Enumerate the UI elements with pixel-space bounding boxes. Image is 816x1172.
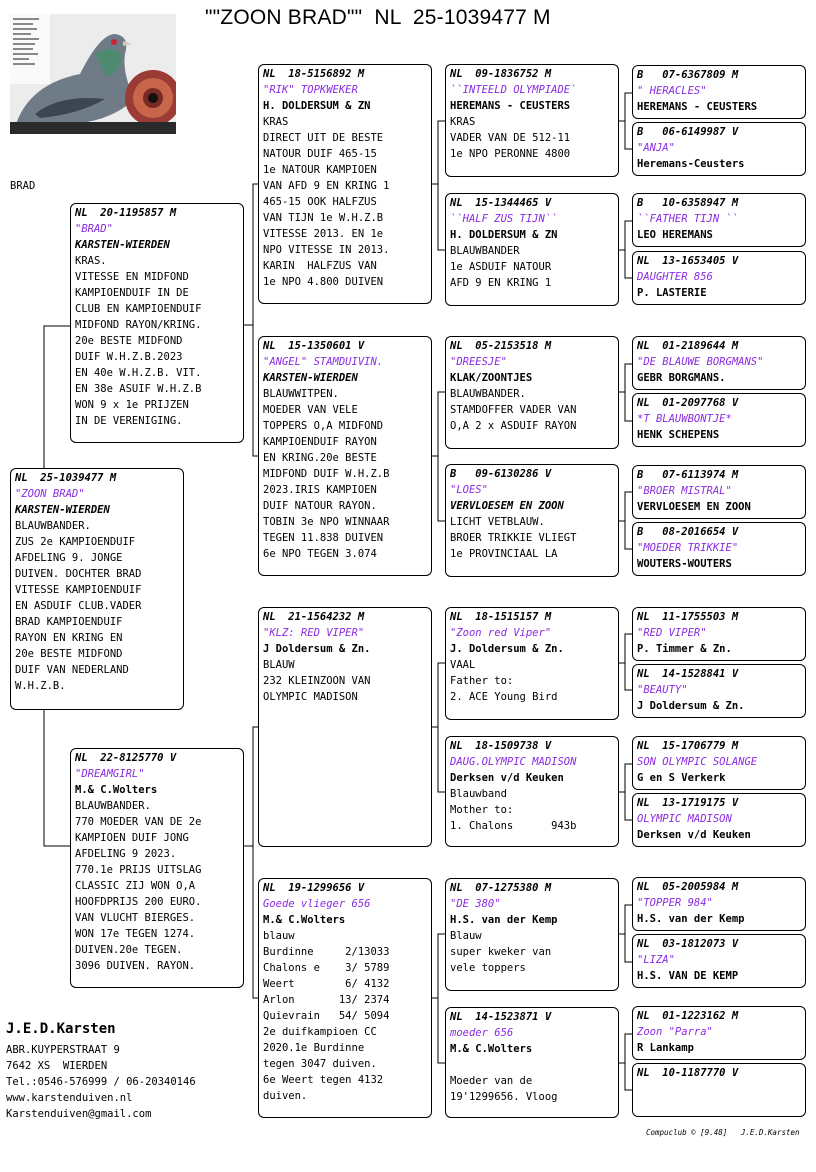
description-line: DUIVEN. DOCHTER BRAD [15,568,142,580]
pigeon-name: "LIZA" [637,954,675,966]
description-line: 20e BESTE MIDFOND [75,335,183,347]
pigeon-name: DAUG.OLYMPIC MADISON [450,756,577,768]
pedigree-card-gen4-7 [632,465,806,519]
description-line: IN DE VERENIGING. [75,415,183,427]
description-line: KARIN HALFZUS VAN [263,260,377,272]
pedigree-card-gen3-4 [445,464,619,577]
description-line: 1e NPO 4.800 DUIVEN [263,276,384,288]
owner-name: LEO HEREMANS [637,229,713,241]
breeder-phone: Tel.:0546-576999 / 06-20340146 [6,1076,196,1088]
pigeon-name: "ANGEL" STAMDUIVIN. [263,356,384,368]
ring-number: NL 21-1564232 M [263,611,365,623]
owner-name: Derksen v/d Keuken [637,829,751,841]
ring-number: NL 20-1195857 M [75,207,177,219]
description-line: VAN AFD 9 EN KRING 1 [263,180,390,192]
description-line: TOBIN 3e NPO WINNAAR [263,516,390,528]
owner-name: Derksen v/d Keuken [450,772,564,784]
pedigree-card-gen4-11 [632,736,806,790]
description-line: TOPPERS O,A MIDFOND [263,420,384,432]
description-line: CLASSIC ZIJ WON O,A [75,880,196,892]
description-line: 1e ASDUIF NATOUR [450,261,552,273]
ring-number: NL 14-1528841 V [637,668,739,680]
pedigree-card-gen4-16 [632,1063,806,1117]
ring-number: NL 14-1523871 V [450,1011,552,1023]
description-line: Moeder van de [450,1075,533,1087]
description-line: 1. Chalons 943b [450,820,577,832]
description-line: 1e PROVINCIAAL LA [450,548,558,560]
description-line: KAMPIOENDUIF RAYON [263,436,377,448]
owner-name: Heremans-Ceusters [637,158,745,170]
description-line: 2020.1e Burdinne [263,1042,365,1054]
owner-name: H. DOLDERSUM & ZN [263,100,371,112]
description-line: 770.1e PRIJS UITSLAG [75,864,202,876]
description-line [450,1057,614,1073]
description-line: 20e BESTE MIDFOND [15,648,123,660]
description-line: vele toppers [450,962,526,974]
pedigree-card-gen4-13 [632,877,806,931]
description-line: Chalons e 3/ 5789 [263,962,390,974]
page-title: ""ZOON BRAD"" NL 25-1039477 M [205,6,551,29]
description-line: Blauw [450,930,482,942]
pigeon-name: "MOEDER TRIKKIE" [637,542,739,554]
ring-number: NL 07-1275380 M [450,882,552,894]
pigeon-name: ``INTEELD OLYMPIADE` [450,84,577,96]
pedigree-card-gen4-2 [632,122,806,176]
pigeon-name: OLYMPIC MADISON [637,813,732,825]
description-line: STAMDOFFER VADER VAN [450,404,577,416]
description-line: 2e duifkampioen CC [263,1026,377,1038]
pedigree-card-gen4-3 [632,193,806,247]
pigeon-name: "DREESJE" [450,356,507,368]
pigeon-name: DAUGHTER 856 [637,271,713,283]
description-line: 465-15 OOK HALFZUS [263,196,377,208]
pedigree-card-gen4-5 [632,336,806,390]
ring-number: B 06-6149987 V [637,126,739,138]
pedigree-card-gen2-4 [258,878,432,1118]
description-line: NATOUR DUIF 465-15 [263,148,377,160]
pedigree-card-gen3-5 [445,607,619,720]
pigeon-name: "Zoon red Viper" [450,627,552,639]
pedigree-card-gen4-4 [632,251,806,305]
description-line: AFDELING 9. JONGE [15,552,123,564]
description-line: BLAUWBANDER. [75,800,151,812]
description-line: DIRECT UIT DE BESTE [263,132,384,144]
description-line: EN 38e ASUIF W.H.Z.B [75,383,202,395]
description-line: BLAUWBANDER [450,245,520,257]
ring-number: NL 13-1719175 V [637,797,739,809]
owner-name: P. LASTERIE [637,287,707,299]
pedigree-card-dam [70,748,244,988]
description-line: KRAS. [75,255,107,267]
ring-number: NL 01-2189644 M [637,340,739,352]
description-line: MOEDER VAN VELE [263,404,358,416]
description-line: 1e NATOUR KAMPIOEN [263,164,377,176]
description-line: DUIVEN.20e TEGEN. [75,944,183,956]
description-line: MIDFOND DUIF W.H.Z.B [263,468,390,480]
pigeon-name: "BROER MISTRAL" [637,485,732,497]
description-line: VAN VLUCHT BIERGES. [75,912,196,924]
pedigree-card-gen4-6 [632,393,806,447]
description-line: EN 40e W.H.Z.B. VIT. [75,367,202,379]
owner-name: M.& C.Wolters [263,914,346,926]
ring-number: NL 18-5156892 M [263,68,365,80]
description-line: MIDFOND RAYON/KRING. [75,319,202,331]
pigeon-name: " HERACLES" [637,85,707,97]
description-line: Weert 6/ 4132 [263,978,390,990]
description-line: BLAUWBANDER. [450,388,526,400]
description-line: WON 9 x 1e PRIJZEN [75,399,189,411]
description-line: 2023.IRIS KAMPIOEN [263,484,377,496]
description-line: Arlon 13/ 2374 [263,994,390,1006]
description-line: TEGEN 11.838 DUIVEN [263,532,384,544]
breeder-city: 7642 XS WIERDEN [6,1060,108,1072]
description-line: NPO VITESSE IN 2013. [263,244,390,256]
owner-name: H.S. van der Kemp [637,913,745,925]
description-line: Blauwband [450,788,507,800]
owner-name: J Doldersum & Zn. [637,700,745,712]
ring-number: NL 25-1039477 M [15,472,117,484]
software-credit: Compuclub © [9.48] J.E.D.Karsten [646,1128,800,1137]
pedigree-card-gen4-12 [632,793,806,847]
pigeon-name: "DREAMGIRL" [75,768,145,780]
pedigree-card-subject [10,468,184,710]
description-line: Quievrain 54/ 5094 [263,1010,390,1022]
owner-name: M.& C.Wolters [450,1043,533,1055]
pedigree-card-gen3-8 [445,1007,619,1118]
owner-name: HENK SCHEPENS [637,429,720,441]
owner-name: KARSTEN-WIERDEN [263,372,358,384]
ring-number: NL 09-1836752 M [450,68,552,80]
owner-name: J Doldersum & Zn. [263,643,371,655]
pedigree-card-gen4-10 [632,664,806,718]
description-line: BLAUW [263,659,295,671]
description-line: 232 KLEINZOON VAN [263,675,371,687]
description-line: KAMPIOEN DUIF JONG [75,832,189,844]
pigeon-name: "DE 380" [450,898,501,910]
owner-name: VERVLOESEM EN ZOON [637,501,751,513]
description-line: DUIF W.H.Z.B.2023 [75,351,183,363]
ring-number: NL 10-1187770 V [637,1067,739,1079]
pigeon-name: Zoon "Parra" [637,1026,713,1038]
description-line: 3096 DUIVEN. RAYON. [75,960,196,972]
description-line: BLAUWBANDER. [15,520,91,532]
description-line: DUIF NATOUR RAYON. [263,500,377,512]
ring-number: NL 15-1350601 V [263,340,365,352]
description-line: W.H.Z.B. [15,680,66,692]
description-line: super kweker van [450,946,552,958]
ring-number: NL 18-1509738 V [450,740,552,752]
owner-name: HEREMANS - CEUSTERS [450,100,571,112]
description-line: EN KRING.20e BESTE [263,452,377,464]
description-line: 6e Weert tegen 4132 [263,1074,384,1086]
description-line: CLUB EN KAMPIOENDUIF [75,303,202,315]
description-line: ZUS 2e KAMPIOENDUIF [15,536,136,548]
ring-number: B 09-6130286 V [450,468,552,480]
description-line: 1e NPO PERONNE 4800 [450,148,571,160]
ring-number: B 07-6113974 M [637,469,739,481]
owner-name: P. Timmer & Zn. [637,643,732,655]
ring-number: NL 15-1344465 V [450,197,552,209]
pedigree-card-gen4-1 [632,65,806,119]
description-line: VADER VAN DE 512-11 [450,132,571,144]
description-line: 6e NPO TEGEN 3.074 [263,548,377,560]
owner-name: J. Doldersum & Zn. [450,643,564,655]
pedigree-card-gen3-2 [445,193,619,306]
pigeon-name: moeder 656 [450,1027,514,1039]
ring-number: B 10-6358947 M [637,197,739,209]
breeder-name: J.E.D.Karsten [6,1021,116,1037]
description-line: BRAD KAMPIOENDUIF [15,616,123,628]
description-line: KRAS [450,116,476,128]
ring-number: NL 01-2097768 V [637,397,739,409]
pedigree-card-gen4-15 [632,1006,806,1060]
description-line: Mother to: [450,804,514,816]
owner-name: KLAK/ZOONTJES [450,372,533,384]
description-line: LICHT VETBLAUW. [450,516,545,528]
owner-name: R Lankamp [637,1042,694,1054]
description-line: Father to: [450,675,514,687]
ring-number: NL 13-1653405 V [637,255,739,267]
description-line: RAYON EN KRING EN [15,632,123,644]
description-line: VITESSE KAMPIOENDUIF [15,584,142,596]
pigeon-name: "ANJA" [637,142,675,154]
ring-number: B 08-2016654 V [637,526,739,538]
ring-number: NL 18-1515157 M [450,611,552,623]
brad-label: BRAD [10,180,36,192]
pedigree-card-gen3-3 [445,336,619,449]
pedigree-card-gen2-2 [258,336,432,576]
pedigree-card-gen4-14 [632,934,806,988]
owner-name: G en S Verkerk [637,772,726,784]
pigeon-name: "BEAUTY" [637,684,688,696]
ring-number: NL 15-1706779 M [637,740,739,752]
pigeon-name: "ZOON BRAD" [15,488,85,500]
breeder-website: www.karstenduiven.nl [6,1092,133,1104]
pigeon-name: ``FATHER TIJN `` [637,213,739,225]
ring-number: NL 05-2005984 M [637,881,739,893]
pigeon-name: "RIK" TOPKWEKER [263,84,358,96]
description-line: tegen 3047 duiven. [263,1058,377,1070]
ring-number: NL 05-2153518 M [450,340,552,352]
description-line: EN ASDUIF CLUB.VADER [15,600,142,612]
owner-name: KARSTEN-WIERDEN [75,239,170,251]
pedigree-card-gen3-6 [445,736,619,847]
owner-name: WOUTERS-WOUTERS [637,558,732,570]
breeder-email: Karstenduiven@gmail.com [6,1108,152,1120]
pigeon-name: "RED VIPER" [637,627,707,639]
description-line: VITESSE EN MIDFOND [75,271,189,283]
description-line: O,A 2 x ASDUIF RAYON [450,420,577,432]
description-line: VAAL [450,659,476,671]
description-line: AFD 9 EN KRING 1 [450,277,552,289]
description-line: HOOFDPRIJS 200 EURO. [75,896,202,908]
pigeon-name: "BRAD" [75,223,113,235]
pigeon-name: Goede vlieger 656 [263,898,371,910]
pedigree-card-gen4-9 [632,607,806,661]
ring-number: NL 01-1223162 M [637,1010,739,1022]
description-line: 770 MOEDER VAN DE 2e [75,816,202,828]
description-line: blauw [263,930,295,942]
owner-name: HEREMANS - CEUSTERS [637,101,758,113]
pigeon-name: "TOPPER 984" [637,897,713,909]
description-line: duiven. [263,1090,308,1102]
ring-number: B 07-6367809 M [637,69,739,81]
ring-number: NL 22-8125770 V [75,752,177,764]
ring-number: NL 19-1299656 V [263,882,365,894]
owner-name: KARSTEN-WIERDEN [15,504,110,516]
description-line: VITESSE 2013. EN 1e [263,228,384,240]
pigeon-name: SON OLYMPIC SOLANGE [637,756,758,768]
pedigree-card-gen3-7 [445,878,619,991]
description-line: KRAS [263,116,289,128]
pigeon-name: "DE BLAUWE BORGMANS" [637,356,764,368]
owner-name: M.& C.Wolters [75,784,158,796]
description-line: OLYMPIC MADISON [263,691,358,703]
description-line: KAMPIOENDUIF IN DE [75,287,189,299]
owner-name: H.S. van der Kemp [450,914,558,926]
description-line: WON 17e TEGEN 1274. [75,928,196,940]
pedigree-card-sire [70,203,244,443]
description-line: 19'1299656. Vloog [450,1091,558,1103]
description-line: Burdinne 2/13033 [263,946,390,958]
description-line: DUIF VAN NEDERLAND [15,664,129,676]
pigeon-name: ``HALF ZUS TIJN`` [450,213,558,225]
pedigree-card-gen2-1 [258,64,432,304]
description-line: BLAUWWITPEN. [263,388,339,400]
description-line: AFDELING 9 2023. [75,848,177,860]
pigeon-name: "LOES" [450,484,488,496]
description-line: 2. ACE Young Bird [450,691,558,703]
pedigree-card-gen3-1 [445,64,619,177]
pedigree-card-gen2-3 [258,607,432,847]
ring-number: NL 03-1812073 V [637,938,739,950]
description-line: BROER TRIKKIE VLIEGT [450,532,577,544]
pedigree-card-gen4-8 [632,522,806,576]
ring-number: NL 11-1755503 M [637,611,739,623]
description-line: VAN TIJN 1e W.H.Z.B [263,212,384,224]
owner-name: GEBR BORGMANS. [637,372,726,384]
pigeon-name: "KLZ: RED VIPER" [263,627,365,639]
owner-name: H. DOLDERSUM & ZN [450,229,558,241]
breeder-contact [6,1018,196,1122]
owner-name: H.S. VAN DE KEMP [637,970,739,982]
pigeon-name: *T BLAUWBONTJE* [637,413,732,425]
owner-name: VERVLOESEM EN ZOON [450,500,564,512]
breeder-address: ABR.KUYPERSTRAAT 9 [6,1044,120,1056]
